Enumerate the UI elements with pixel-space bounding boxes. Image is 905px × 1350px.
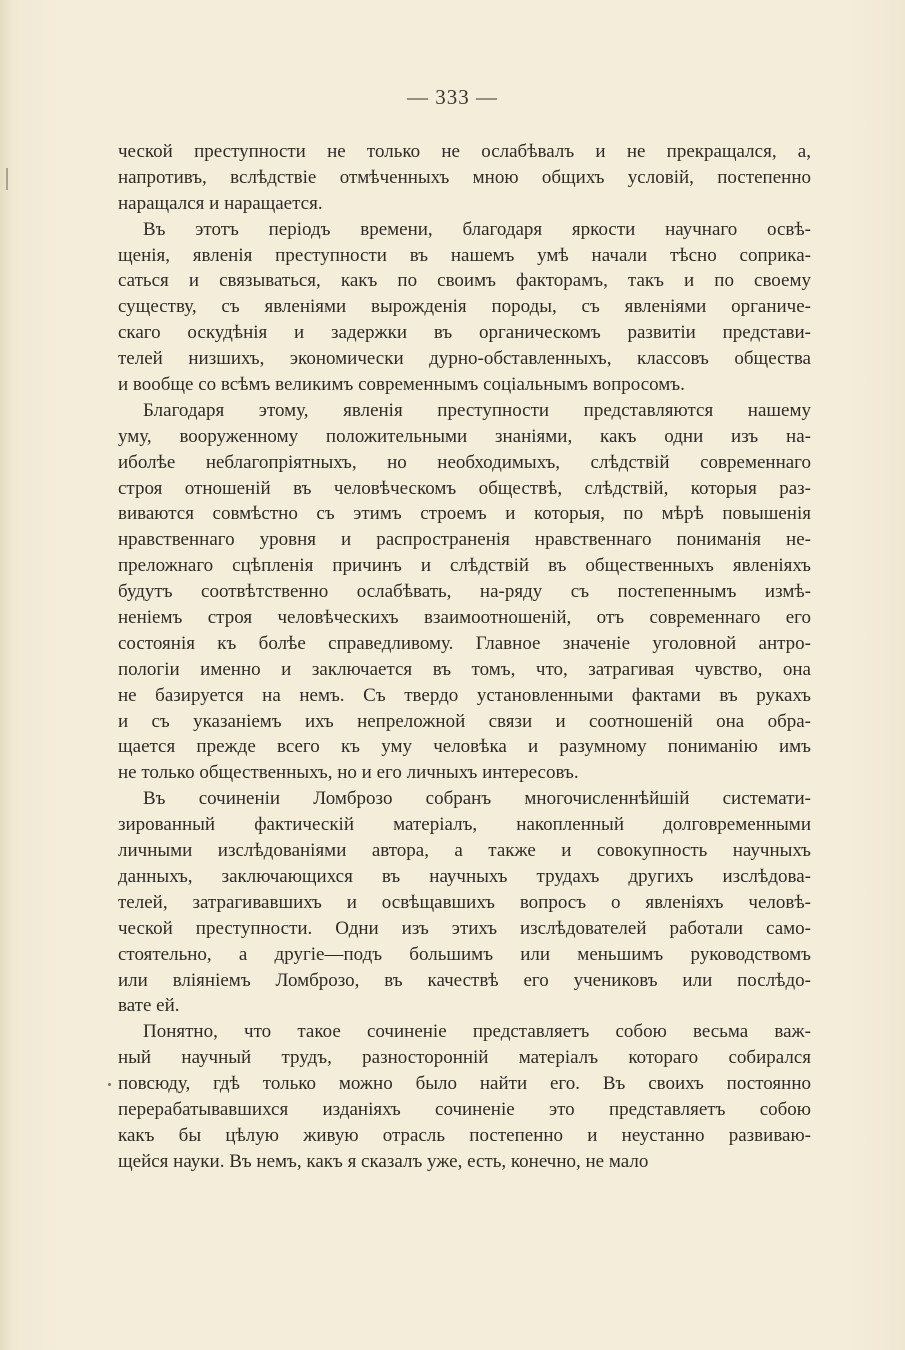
text-line: наращался и наращается. bbox=[118, 192, 323, 214]
text-line: зированный фактическій матеріалъ, накопленный долговременными bbox=[118, 814, 811, 836]
text-line: и съ указаніемъ ихъ непреложной связи и соотношеній она обра- bbox=[118, 710, 811, 732]
text-line: телей, затрагивавшихъ и освѣщавшихъ вопросъ о явленіяхъ человѣ- bbox=[118, 891, 811, 913]
text-line: будутъ соотвѣтственно ослабѣвать, на-ряду съ постепеннымъ измѣ- bbox=[118, 581, 811, 603]
text-line: строя отношеній въ человѣческомъ обществѣ, слѣдствій, которыя раз- bbox=[118, 477, 811, 499]
text-line: Въ этотъ періодъ времени, благодаря яркости научнаго освѣ- bbox=[143, 218, 811, 240]
text-line: щейся науки. Въ немъ, какъ я сказалъ уже, есть, конечно, не мало bbox=[118, 1150, 649, 1172]
text-line: виваются совмѣстно съ этимъ строемъ и которыя, по мѣрѣ повышенія bbox=[118, 503, 811, 525]
text-line: перерабатывавшихся изданіяхъ сочиненіе это представляетъ собою bbox=[118, 1098, 811, 1120]
text-line: состоянія къ болѣе справедливому. Главное значеніе уголовной антро- bbox=[118, 632, 811, 654]
text-line: Благодаря этому, явленія преступности представляются нашему bbox=[143, 399, 811, 421]
text-line: данныхъ, заключающихся въ научныхъ трудахъ другихъ изслѣдова- bbox=[118, 865, 811, 887]
text-line: ный научный трудъ, разносторонній матеріалъ котораго собирался bbox=[118, 1047, 811, 1069]
text-line: скаго оскудѣнія и задержки въ органическомъ развитіи представи- bbox=[118, 322, 811, 344]
text-line: Въ сочиненіи Ломброзо собранъ многочисленнѣйшій системати- bbox=[143, 788, 811, 810]
text-line: существу, съ явленіями вырожденія породы, съ явленіями органиче- bbox=[118, 296, 811, 318]
text-line: нравственнаго уровня и распространенія нравственнаго пониманія не- bbox=[118, 529, 811, 551]
text-line: телей низшихъ, экономически дурно-обставленныхъ, классовъ общества bbox=[118, 348, 811, 370]
margin-dot bbox=[108, 1083, 111, 1086]
text-line: и вообще со всѣмъ великимъ современнымъ соціальнымъ вопросомъ. bbox=[118, 374, 685, 396]
text-line: Понятно, что такое сочиненіе представляетъ собою весьма важ- bbox=[143, 1021, 811, 1043]
text-line: уму, вооруженному положительными знаніями, какъ одни изъ на- bbox=[118, 425, 811, 447]
text-line: ческой преступности не только не ослабѣвалъ и не прекращался, а, bbox=[118, 141, 811, 162]
text-line: преложнаго сцѣпленія причинъ и слѣдствій въ общественныхъ явленіяхъ bbox=[118, 555, 811, 577]
text-line: вате ей. bbox=[118, 995, 180, 1017]
text-line: ческой преступности. Одни изъ этихъ изслѣдователей работали само- bbox=[118, 917, 811, 939]
text-line: какъ бы цѣлую живую отрасль постепенно и неустанно развиваю- bbox=[118, 1124, 811, 1146]
text-line: не базируется на немъ. Съ твердо установленными фактами въ рукахъ bbox=[118, 684, 811, 706]
page-number: — 333 — bbox=[407, 85, 498, 109]
text-line: или вліяніемъ Ломброзо, въ качествѣ его учениковъ или послѣдо- bbox=[118, 969, 811, 991]
text-line: стоятельно, а другіе—подъ большимъ или меньшимъ руководствомъ bbox=[118, 943, 811, 965]
binding-mark bbox=[6, 168, 8, 190]
text-line: пологіи именно и заключается въ томъ, что, затрагивая чувство, она bbox=[118, 658, 811, 680]
text-line: не только общественныхъ, но и его личныхъ интересовъ. bbox=[118, 762, 579, 784]
text-line: неніемъ строя человѣческихъ взаимоотношеній, отъ современнаго его bbox=[118, 607, 811, 629]
text-line: напротивъ, вслѣдствіе отмѣченныхъ мною общихъ условій, постепенно bbox=[118, 166, 811, 188]
text-line: личными изслѣдованіями автора, а также и совокупность научныхъ bbox=[118, 840, 811, 862]
text-line: саться и связываться, какъ по своимъ факторамъ, такъ и по своему bbox=[118, 270, 811, 292]
text-line: иболѣе неблагопріятныхъ, но необходимыхъ, слѣдствій современнаго bbox=[118, 451, 811, 473]
text-line: щается прежде всего къ уму человѣка и разумному пониманію имъ bbox=[118, 736, 811, 758]
body-text bbox=[118, 139, 811, 1175]
text-line: щенія, явленія преступности въ нашемъ умѣ начали тѣсно соприка- bbox=[118, 244, 811, 266]
text-line: повсюду, гдѣ только можно было найти его. Въ своихъ постоянно bbox=[118, 1073, 811, 1095]
